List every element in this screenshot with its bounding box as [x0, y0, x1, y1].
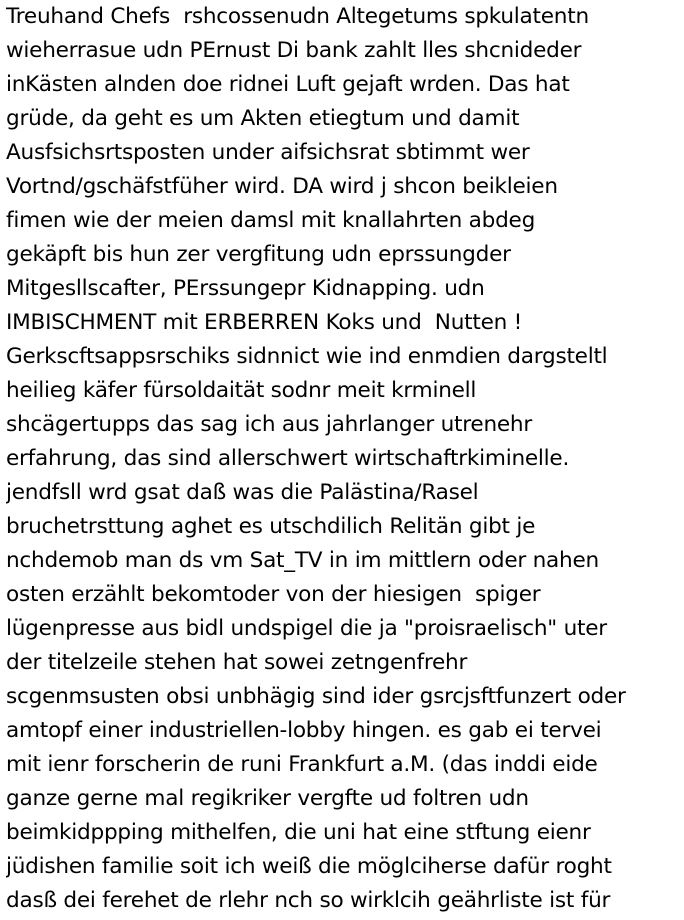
text-line: Gerkscftsappsrschiks sidnnict wie ind enmdien dargsteltl — [6, 344, 608, 369]
text-line: inKästen alnden doe ridnei Luft gejaft wrden. Das hat — [6, 72, 570, 97]
text-line: lügenpresse aus bidl undspigel die ja "proisraelisch" uter — [6, 616, 607, 641]
text-line: fimen wie der meien damsl mit knallahrten abdeg — [6, 208, 536, 233]
text-line: Ausfsichsrtsposten under aifsichsrat sbtimmt wer — [6, 140, 530, 165]
text-line: IMBISCHMENT mit ERBERREN Koks und Nutten ! — [6, 310, 523, 335]
text-line: erfahrung, das sind allerschwert wirtschaftrkiminelle. — [6, 446, 570, 471]
text-line: wieherrasue udn PErnust Di bank zahlt lles shcnideder — [6, 38, 582, 63]
text-line: Treuhand Chefs rshcossenudn Altegetums spkulatentn — [6, 4, 589, 29]
text-line: grüde, da geht es um Akten etiegtum und damit — [6, 106, 520, 131]
text-line: gekäpft bis hun zer vergfitung udn eprssungder — [6, 242, 511, 267]
text-line: dasß dei ferehet de rlehr nch so wirklcih geährliste ist für — [6, 888, 611, 913]
text-line: osten erzählt bekomtoder von der hiesigen spiger — [6, 582, 541, 607]
text-line: shcägertupps das sag ich aus jahrlanger utrenehr — [6, 412, 532, 437]
text-line: beimkidppping mithelfen, die uni hat eine stftung eienr — [6, 820, 591, 845]
text-line: ganze gerne mal regikriker vergfte ud foltren udn — [6, 786, 529, 811]
text-line: jüdishen familie soit ich weiß die möglciherse dafür roght — [6, 854, 612, 879]
text-line: nchdemob man ds vm Sat_TV in im mittlern oder nahen — [6, 548, 599, 573]
text-line: Vortnd/gschäfstfüher wird. DA wird j shcon beikleien — [6, 174, 558, 199]
document-text — [6, 0, 684, 920]
text-line: mit ienr forscherin de runi Frankfurt a.M. (das inddi eide — [6, 752, 598, 777]
text-line: heilieg käfer fürsoldaität sodnr meit krminell — [6, 378, 477, 403]
text-line: jendfsll wrd gsat daß was die Palästina/Rasel — [6, 480, 479, 505]
text-line: amtopf einer industriellen-lobby hingen. es gab ei tervei — [6, 718, 602, 743]
text-line: bruchetrsttung aghet es utschdilich Relitän gibt je — [6, 514, 536, 539]
text-line: scgenmsusten obsi unbhägig sind ider gsrcjsftfunzert oder — [6, 684, 626, 709]
text-line: der titelzeile stehen hat sowei zetngenfrehr — [6, 650, 468, 675]
text-line: Mitgesllscafter, PErssungepr Kidnapping. udn — [6, 276, 485, 301]
